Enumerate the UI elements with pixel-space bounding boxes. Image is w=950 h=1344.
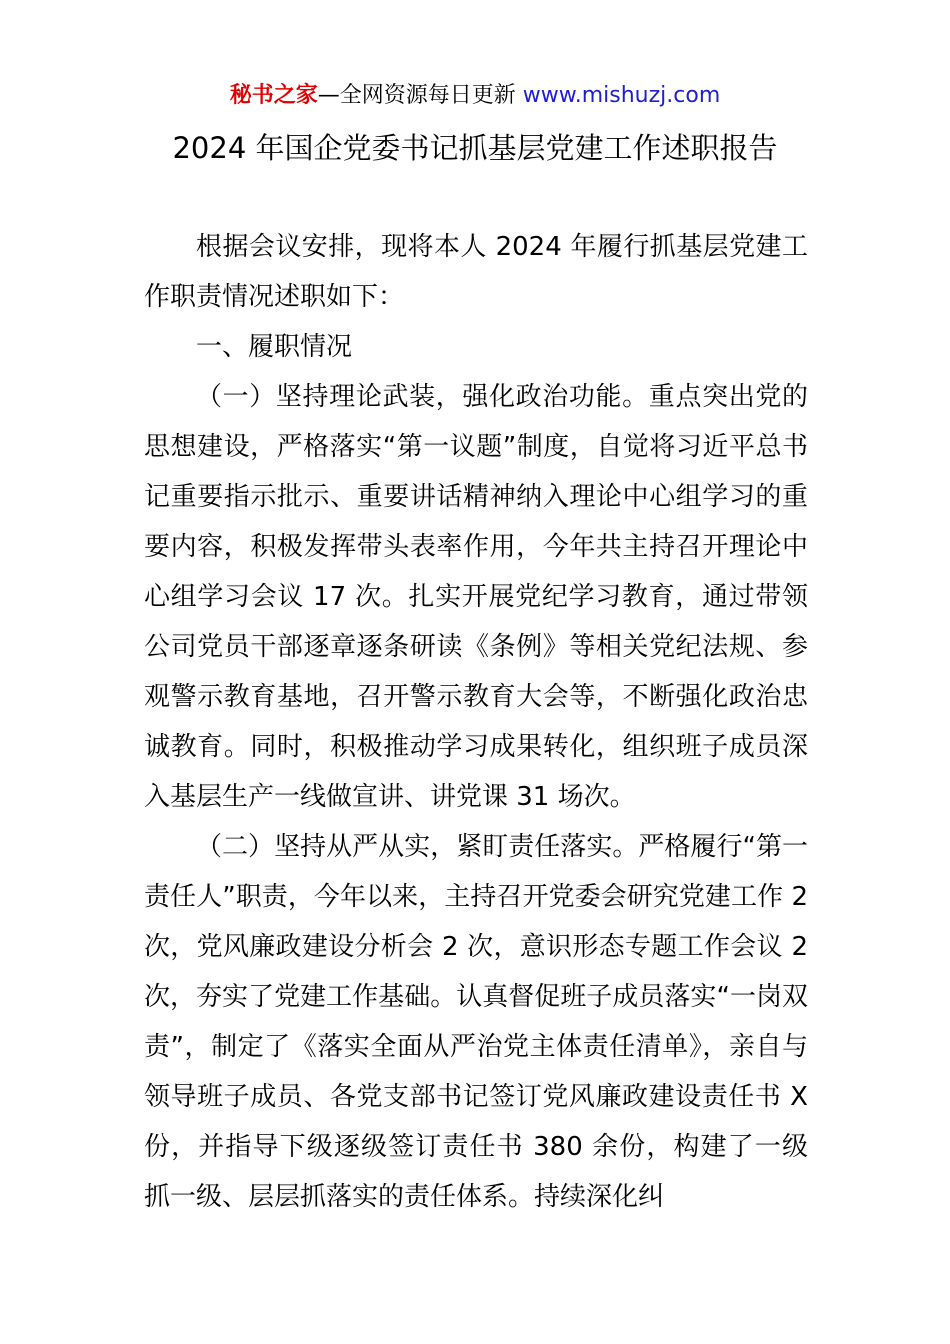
intro-paragraph: 根据会议安排，现将本人 2024 年履行抓基层党建工作职责情况述职如下： bbox=[144, 232, 808, 312]
body-paragraph: （二）坚持从严从实，紧盯责任落实。严格履行“第一责任人”职责，今年以来，主持召开党委会研究党建工作 2 次，党风廉政建设分析会 2 次，意识形态专题工作会议 2 次，夯实了党建工作基础。认真督促班子成员落实“一岗双责”，制定了《落实全面从严治党主体责任清单》，亲自与领导班子成员、各党支部书记签订党风廉政建设责任书 X 份，并指导下级逐级签订责任书 380 余份，构建了一级抓一级、层层抓落实的责任体系。持续深化纠 bbox=[144, 832, 808, 1212]
body-paragraph: （一）坚持理论武装，强化政治功能。重点突出党的思想建设，严格落实“第一议题”制度，自觉将习近平总书记重要指示批示、重要讲话精神纳入理论中心组学习的重要内容，积极发挥带头表率作用，今年共主持召开理论中心组学习会议 17 次。扎实开展党纪学习教育，通过带领公司党员干部逐章逐条研读《条例》等相关党纪法规、参观警示教育基地，召开警示教育大会等，不断强化政治忠诚教育。同时，积极推动学习成果转化，组织班子成员深入基层生产一线做宣讲、讲党课 31 场次。 bbox=[144, 382, 808, 812]
header-banner bbox=[0, 80, 950, 112]
document-body bbox=[144, 222, 808, 1222]
banner-tagline: —全网资源每日更新 bbox=[317, 83, 523, 108]
section-heading: 一、履职情况 bbox=[196, 332, 353, 362]
document-title: 2024 年国企党委书记抓基层党建工作述职报告 bbox=[172, 131, 778, 165]
brand-name: 秘书之家 bbox=[229, 83, 318, 108]
website-link[interactable]: www.mishuzj.com bbox=[522, 83, 721, 108]
